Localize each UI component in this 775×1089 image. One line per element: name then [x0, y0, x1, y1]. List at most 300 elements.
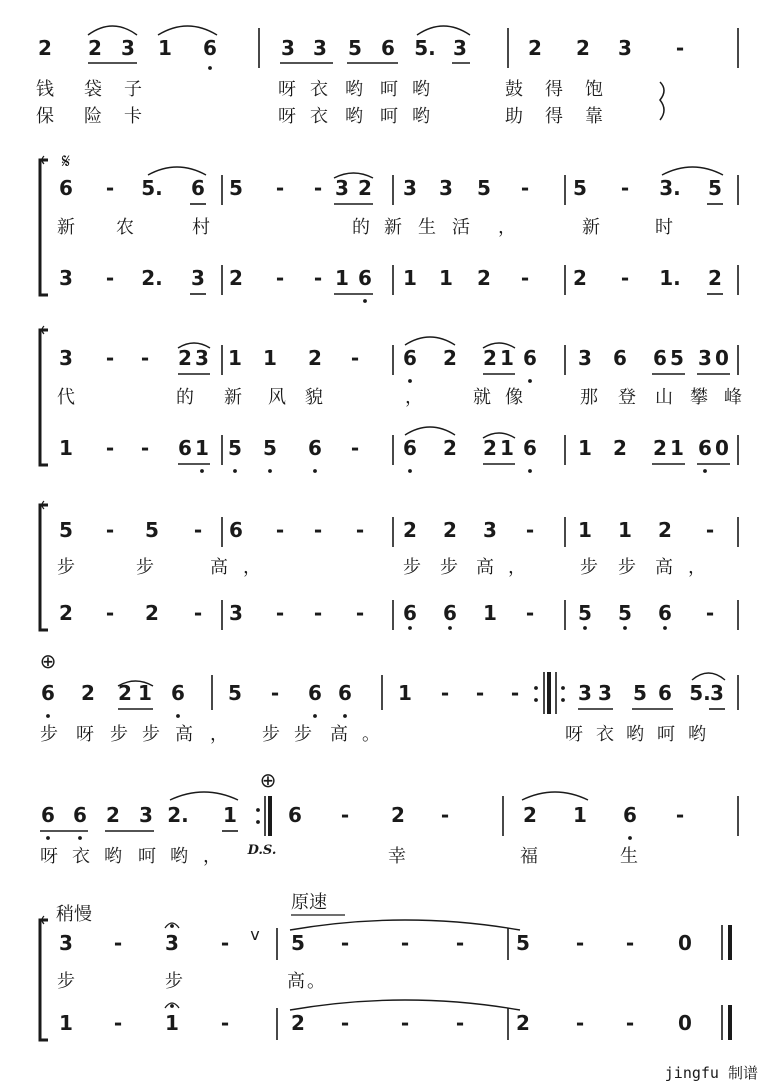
sys4-upper-3: - — [193, 518, 203, 542]
sys3-dot — [528, 379, 532, 383]
sys6-note-0: 6 — [41, 803, 55, 827]
sys4-lower-18: - — [705, 601, 715, 625]
breath-mark: v — [250, 925, 260, 944]
sys7-lower-13: 0 — [678, 1011, 692, 1035]
sys6-note-10: - — [440, 803, 450, 827]
sys6-lyric-3: 呵 — [138, 846, 156, 867]
sys2-upper-3: 6 — [191, 176, 205, 200]
sys5-lyric-1: 呀 — [76, 724, 94, 745]
sys5-dot — [176, 714, 180, 718]
sys2-dot-low — [363, 299, 367, 303]
sys7-upper-8: - — [455, 931, 465, 955]
sys3-upper-3: 2 — [178, 346, 192, 370]
sys3-lower-20: 1 — [670, 436, 684, 460]
sys2-upper-16: 5 — [573, 176, 587, 200]
sys6-note-12: 2 — [523, 803, 537, 827]
sys2-lower-19: 2 — [708, 266, 722, 290]
sys5-note-8: 6 — [308, 681, 322, 705]
sys4-lyric-1: 步 — [136, 557, 154, 578]
sys1-lyric-v2-5: 衣 — [310, 106, 328, 127]
sys4-upper-2: 5 — [145, 518, 159, 542]
sys3-lower-21: 6 — [698, 436, 712, 460]
sys5-lyric-6: 步 — [262, 724, 280, 745]
sys7-lower-12: - — [625, 1011, 635, 1035]
sys1-lyric-v1-10: 鼓 — [505, 79, 523, 100]
sys6-note-5: 1 — [223, 803, 237, 827]
sys2-lyric-7: ， — [498, 217, 516, 238]
sys1-lyric-v1-4: 呀 — [278, 79, 296, 100]
sys7-upper-12: - — [625, 931, 635, 955]
sys4-lyric-6: 高 — [476, 557, 494, 578]
sys4-lyric-7: ， — [508, 557, 526, 578]
sys5-lyric-8: 高 — [330, 724, 348, 745]
sys3-lyric-10: 山 — [655, 387, 673, 408]
sys1-note-10: 5. — [414, 36, 436, 60]
sys6-slur — [170, 792, 238, 800]
sys1-note-11: 3 — [453, 36, 467, 60]
sys2-upper-11: 3 — [403, 176, 417, 200]
sys3-upper-19: 6 — [653, 346, 667, 370]
sys1-slur-c — [417, 26, 470, 35]
sys1-slur-a — [88, 26, 137, 35]
sys4-lyric-8: 步 — [580, 557, 598, 578]
sys2-upper-5: 5 — [229, 176, 243, 200]
sys2-upper-12: 3 — [439, 176, 453, 200]
sys4-lyric-10: 高 — [655, 557, 673, 578]
sys4-lower-2: 2 — [145, 601, 159, 625]
sys3-upper-4: 3 — [195, 346, 209, 370]
sys5-lyric-12: 衣 — [596, 724, 614, 745]
sys3-slur — [405, 337, 455, 345]
sys4-lyric-3: ， — [243, 557, 261, 578]
sys4-upper-5: 6 — [229, 518, 243, 542]
sys5-note-4: 6 — [171, 681, 185, 705]
sys3-slur — [405, 427, 455, 435]
sys3-lower-8: 6 — [308, 436, 322, 460]
sys2-upper-0: 6 — [59, 176, 73, 200]
sys5-note-2: 2 — [118, 681, 132, 705]
sys7-upper-13: 0 — [678, 931, 692, 955]
sys5-note-22: 3 — [710, 681, 724, 705]
sys6-note-2: 2 — [106, 803, 120, 827]
sys3-lyric-5: ， — [405, 387, 423, 408]
sys3-lyric-3: 风 — [268, 387, 286, 408]
sys3-lyric-0: 代 — [57, 387, 75, 408]
sys4-lower-6: - — [275, 601, 285, 625]
sys1-note-8: 5 — [348, 36, 362, 60]
sys2-slur — [148, 167, 206, 175]
sys2-lyric-1: 农 — [116, 217, 134, 238]
sys3-lower-18: 2 — [613, 436, 627, 460]
sys1-lyric-v1-12: 饱 — [585, 79, 603, 100]
sys5-lyric-3: 步 — [142, 724, 160, 745]
sys3-upper-2: - — [140, 346, 150, 370]
sys3-dot — [703, 469, 707, 473]
sys5-lyric-5: ， — [210, 724, 228, 745]
sys4-dot — [448, 626, 452, 630]
sys1-dot-low — [208, 66, 212, 70]
sys5-dot — [343, 714, 347, 718]
sys3-lower-2: - — [140, 436, 150, 460]
sys4-lyric-0: 步 — [57, 557, 75, 578]
sys3-dot — [408, 379, 412, 383]
sys2-upper-9: 2 — [358, 176, 372, 200]
sys4-dot — [663, 626, 667, 630]
sys2-lower-18: 1. — [659, 266, 681, 290]
sys4-upper-18: - — [705, 518, 715, 542]
sys1-lyric-v1-11: 得 — [545, 79, 563, 100]
sys3-lower-1: - — [105, 436, 115, 460]
sys3-lower-3: 6 — [178, 436, 192, 460]
sys4-upper-8: - — [355, 518, 365, 542]
sys4-lower-1: - — [105, 601, 115, 625]
sys6-slur — [522, 792, 588, 800]
sys5-dot — [46, 714, 50, 718]
sys4-dot — [408, 626, 412, 630]
sys4-lyric-5: 步 — [440, 557, 458, 578]
sys5-lyric-2: 步 — [110, 724, 128, 745]
sys3-lyric-8: 那 — [580, 387, 598, 408]
sys3-upper-12: 2 — [443, 346, 457, 370]
sys3-upper-1: - — [105, 346, 115, 370]
sys5-note-1: 2 — [81, 681, 95, 705]
sys6-note-15: - — [675, 803, 685, 827]
sys1-slur-b — [158, 26, 217, 35]
sys5-slur — [692, 673, 725, 680]
sys3-upper-17: 3 — [578, 346, 592, 370]
sys2-lower-14: - — [520, 266, 530, 290]
sys5-note-20: 6 — [658, 681, 672, 705]
sys6-note-7: 6 — [288, 803, 302, 827]
sys1-lyric-v2-2: 卡 — [124, 106, 142, 127]
sys2-slur — [662, 167, 723, 175]
sys5-lyric-11: 呀 — [565, 724, 583, 745]
sys4-lower-7: - — [313, 601, 323, 625]
sys7-lower-6: - — [340, 1011, 350, 1035]
sys2-lyric-8: 新 — [582, 217, 600, 238]
sys5-note-0: 6 — [41, 681, 55, 705]
sys3-lower-17: 1 — [578, 436, 592, 460]
coda-sign-1: ⊕ — [39, 649, 57, 673]
sys3-lyric-11: 攀 — [690, 387, 708, 408]
sys1-lyric-v1-0: 钱 — [36, 79, 54, 100]
sys5-note-12: - — [440, 681, 450, 705]
sys1-lyric-v1-5: 衣 — [310, 79, 328, 100]
sys2-lower-11: 1 — [403, 266, 417, 290]
sys1-lyric-v2-11: 得 — [545, 106, 563, 127]
sys7-upper-0: 3 — [59, 931, 73, 955]
sys3-lower-6: 5 — [228, 436, 242, 460]
sys7-lyric-2: 高 — [287, 971, 305, 992]
sys2-lyric-6: 活 — [452, 217, 470, 238]
sys1-lyric-v2-1: 险 — [84, 106, 102, 127]
sys2-lower-16: 2 — [573, 266, 587, 290]
sys3-upper-0: 3 — [59, 346, 73, 370]
sys6-lyric-1: 衣 — [72, 846, 90, 867]
sys3-upper-18: 6 — [613, 346, 627, 370]
sys4-upper-17: 2 — [658, 518, 672, 542]
sys5-lyric-14: 呵 — [657, 724, 675, 745]
sys2-upper-7: - — [313, 176, 323, 200]
sys7-lyric-1: 步 — [165, 971, 183, 992]
sys6-dot — [78, 836, 82, 840]
sys3-upper-15: 6 — [523, 346, 537, 370]
sys3-lower-13: 2 — [483, 436, 497, 460]
sys4-upper-0: 5 — [59, 518, 73, 542]
sys2-upper-2: 5. — [141, 176, 163, 200]
coda-sign-2: ⊕ — [259, 768, 277, 792]
sys5-note-9: 6 — [338, 681, 352, 705]
sys4-lower-8: - — [355, 601, 365, 625]
sys5-note-3: 1 — [138, 681, 152, 705]
sys3-upper-22: 0 — [715, 346, 729, 370]
sys4-bracket — [40, 505, 48, 630]
ds-marking: D.S. — [247, 843, 277, 858]
sys4-upper-12: 3 — [483, 518, 497, 542]
sys1-note-15: 3 — [618, 36, 632, 60]
sys3-dot — [313, 469, 317, 473]
sys6-note-14: 6 — [623, 803, 637, 827]
sys5-lyric-9: 。 — [362, 724, 380, 745]
sys7-lower-3: - — [220, 1011, 230, 1035]
sys4-lower-0: 2 — [59, 601, 73, 625]
sys4-lower-10: 6 — [403, 601, 417, 625]
sys4-lower-16: 5 — [618, 601, 632, 625]
repeat-dot — [256, 820, 260, 824]
sys2-lower-9: 6 — [358, 266, 372, 290]
sys5-lyric-13: 哟 — [626, 724, 644, 745]
sys3-dot — [528, 469, 532, 473]
sys3-lyric-9: 登 — [618, 387, 636, 408]
sys2-lower-2: 2. — [141, 266, 163, 290]
sys5-note-19: 5 — [633, 681, 647, 705]
sys6-note-4: 2. — [167, 803, 189, 827]
sys3-lower-15: 6 — [523, 436, 537, 460]
sys1-lyric-v2-7: 呵 — [380, 106, 398, 127]
sys3-lyric-7: 像 — [505, 387, 523, 408]
sys7-lower-10: 2 — [516, 1011, 530, 1035]
sys2-lower-5: 2 — [229, 266, 243, 290]
sys1-lyric-v1-2: 子 — [124, 79, 142, 100]
sys4-lyric-4: 步 — [403, 557, 421, 578]
sys3-lyric-12: 峰 — [724, 387, 742, 408]
sys4-upper-10: 2 — [403, 518, 417, 542]
sys1-lyric-v2-8: 哟 — [412, 106, 430, 127]
sys1-lyric-v1-8: 哟 — [412, 79, 430, 100]
repeat-dot — [534, 698, 538, 702]
repeat-dot — [256, 808, 260, 812]
sys6-dot — [628, 836, 632, 840]
score-credit: jingfu 制谱 — [664, 1064, 758, 1082]
sys3-lower-9: - — [350, 436, 360, 460]
sys6-dot — [46, 836, 50, 840]
sys7-upper-5: 5 — [291, 931, 305, 955]
sys2-lyric-2: 村 — [192, 217, 210, 238]
sys4-lower-13: - — [525, 601, 535, 625]
sys1-note-9: 6 — [381, 36, 395, 60]
sys4-upper-1: - — [105, 518, 115, 542]
sys6-lyric-8: 福 — [520, 846, 538, 867]
fermata-dot — [170, 1004, 174, 1008]
tempo-slow: 稍慢 — [56, 904, 92, 925]
sys1-note-6: 3 — [281, 36, 295, 60]
sys7-upper-3: - — [220, 931, 230, 955]
sys3-upper-7: 1 — [263, 346, 277, 370]
sys4-upper-15: 1 — [578, 518, 592, 542]
segno-sign: 𝄋 — [61, 149, 71, 173]
sys7-lower-0: 1 — [59, 1011, 73, 1035]
sys2-bracket — [40, 160, 48, 295]
sys2-lower-6: - — [275, 266, 285, 290]
sys1-lyric-v1-1: 袋 — [84, 79, 102, 100]
sys6-lyric-0: 呀 — [40, 846, 58, 867]
sys4-dot — [583, 626, 587, 630]
repeat-dot — [561, 698, 565, 702]
sys2-upper-19: 5 — [708, 176, 722, 200]
sys1-note-14: 2 — [576, 36, 590, 60]
sys1-note-16: - — [675, 36, 685, 60]
sys6-note-13: 1 — [573, 803, 587, 827]
sys2-lower-0: 3 — [59, 266, 73, 290]
sys7-lower-5: 2 — [291, 1011, 305, 1035]
sys2-upper-17: - — [620, 176, 630, 200]
sys5-lyric-0: 步 — [40, 724, 58, 745]
sys4-upper-7: - — [313, 518, 323, 542]
tempo-original: 原速 — [291, 892, 327, 913]
sys3-dot — [408, 469, 412, 473]
sys4-lower-11: 6 — [443, 601, 457, 625]
sys4-lyric-9: 步 — [618, 557, 636, 578]
sys2-lower-1: - — [105, 266, 115, 290]
sys2-lyric-5: 生 — [418, 217, 436, 238]
verse-brace — [660, 82, 664, 120]
sys7-lower-11: - — [575, 1011, 585, 1035]
sys6-lyric-4: 哟 — [170, 846, 188, 867]
sys4-lyric-11: ， — [688, 557, 706, 578]
sys1-note-3: 1 — [158, 36, 172, 60]
sys2-upper-1: - — [105, 176, 115, 200]
sys1-note-2: 3 — [121, 36, 135, 60]
sys1-lyric-v1-7: 呵 — [380, 79, 398, 100]
sys3-lyric-1: 的 — [176, 387, 194, 408]
sys3-upper-8: 2 — [308, 346, 322, 370]
sys2-upper-8: 3 — [335, 176, 349, 200]
sys4-lyric-2: 高 — [210, 557, 228, 578]
sys4-lower-3: - — [193, 601, 203, 625]
sys6-note-3: 3 — [139, 803, 153, 827]
sys1-note-4: 6 — [203, 36, 217, 60]
sys2-lower-8: 1 — [335, 266, 349, 290]
sys3-dot — [200, 469, 204, 473]
sys6-note-1: 6 — [73, 803, 87, 827]
sys2-upper-6: - — [275, 176, 285, 200]
sys3-lower-0: 1 — [59, 436, 73, 460]
sys4-upper-13: - — [525, 518, 535, 542]
sys1-lyric-v2-12: 靠 — [585, 106, 603, 127]
sys1-note-0: 2 — [38, 36, 52, 60]
sys6-lyric-7: 幸 — [388, 846, 406, 867]
sys6-note-8: - — [340, 803, 350, 827]
sys6-lyric-2: 哟 — [104, 846, 122, 867]
sys3-lyric-6: 就 — [473, 387, 491, 408]
sys2-lyric-4: 新 — [384, 217, 402, 238]
sys1-lyric-v2-10: 助 — [505, 106, 523, 127]
sys7-lower-2: 1 — [165, 1011, 179, 1035]
sys3-bracket — [40, 330, 48, 465]
sys3-upper-14: 1 — [500, 346, 514, 370]
repeat-dot — [561, 686, 565, 690]
sys7-lyric-3: 。 — [307, 971, 325, 992]
sys6-note-9: 2 — [391, 803, 405, 827]
sys7-bracket — [40, 920, 48, 1040]
sys3-upper-6: 1 — [228, 346, 242, 370]
sys4-lower-15: 5 — [578, 601, 592, 625]
sys5-note-7: - — [270, 681, 280, 705]
fermata-dot — [170, 924, 174, 928]
sys7-lower-1: - — [113, 1011, 123, 1035]
sys4-lower-12: 1 — [483, 601, 497, 625]
sys3-lower-7: 5 — [263, 436, 277, 460]
sys3-upper-9: - — [350, 346, 360, 370]
sys3-dot — [268, 469, 272, 473]
sys7-upper-11: - — [575, 931, 585, 955]
sys3-lower-12: 2 — [443, 436, 457, 460]
sys5-note-11: 1 — [398, 681, 412, 705]
sys6-lyric-9: 生 — [620, 846, 638, 867]
sys3-lyric-2: 新 — [224, 387, 242, 408]
sys7-upper-2: 3 — [165, 931, 179, 955]
sys5-note-14: - — [510, 681, 520, 705]
sys1-note-7: 3 — [313, 36, 327, 60]
sys3-upper-21: 3 — [698, 346, 712, 370]
sys2-lower-7: - — [313, 266, 323, 290]
sys3-upper-13: 2 — [483, 346, 497, 370]
sys3-lower-22: 0 — [715, 436, 729, 460]
sys3-lower-4: 1 — [195, 436, 209, 460]
sys4-upper-11: 2 — [443, 518, 457, 542]
sys7-upper-1: - — [113, 931, 123, 955]
sys3-upper-20: 5 — [670, 346, 684, 370]
sys5-note-21: 5. — [689, 681, 711, 705]
sys2-upper-18: 3. — [659, 176, 681, 200]
sys1-lyric-v2-4: 呀 — [278, 106, 296, 127]
sys2-lower-13: 2 — [477, 266, 491, 290]
sys4-lower-5: 3 — [229, 601, 243, 625]
sys7-upper-10: 5 — [516, 931, 530, 955]
sys5-lyric-15: 哟 — [688, 724, 706, 745]
repeat-dot — [534, 686, 538, 690]
sys7-upper-6: - — [340, 931, 350, 955]
sys2-upper-14: - — [520, 176, 530, 200]
sys2-lower-3: 3 — [191, 266, 205, 290]
sys7-lower-7: - — [400, 1011, 410, 1035]
sys1-lyric-v1-6: 哟 — [345, 79, 363, 100]
sys6-lyric-5: ， — [203, 846, 221, 867]
sys7-lyric-0: 步 — [57, 971, 75, 992]
sys3-upper-11: 6 — [403, 346, 417, 370]
sys7-lower-8: - — [455, 1011, 465, 1035]
sys3-lower-14: 1 — [500, 436, 514, 460]
sys1-note-13: 2 — [528, 36, 542, 60]
sys5-note-13: - — [475, 681, 485, 705]
sys2-lower-17: - — [620, 266, 630, 290]
sys2-lyric-0: 新 — [57, 217, 75, 238]
sys2-upper-13: 5 — [477, 176, 491, 200]
sys7-tie — [290, 1000, 520, 1010]
sys7-tie — [290, 920, 520, 930]
sys2-lyric-3: 的 — [352, 217, 370, 238]
sys5-dot — [313, 714, 317, 718]
